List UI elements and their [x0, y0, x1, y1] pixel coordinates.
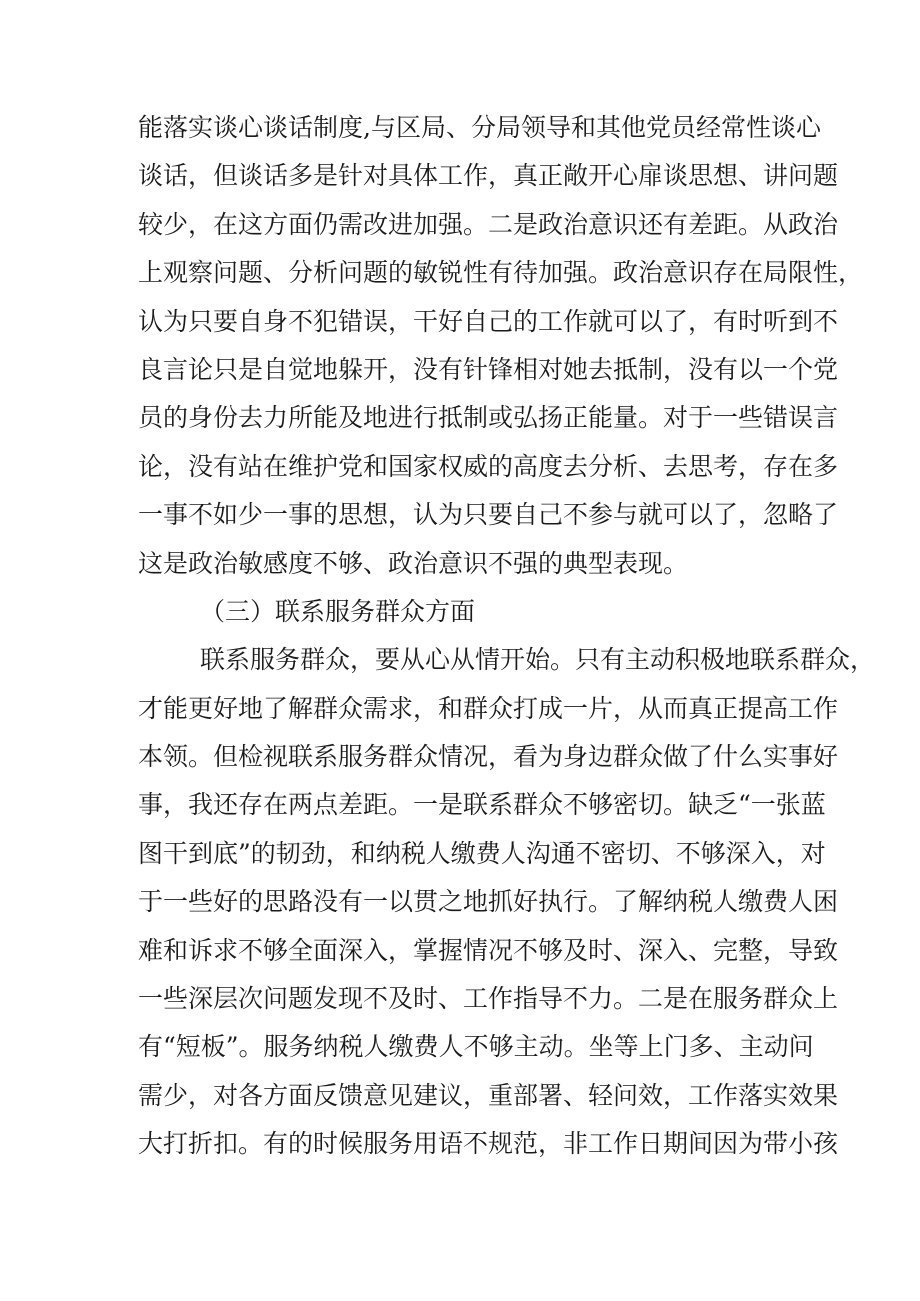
- paragraph-line: 较少，在这方面仍需改进加强。二是政治意识还有差距。从政治: [138, 209, 839, 239]
- paragraph-line: 论，没有站在维护党和国家权威的高度去分析、去思考，存在多: [138, 451, 839, 481]
- paragraph-line: 认为只要自身不犯错误，干好自己的工作就可以了，有时听到不: [138, 306, 839, 336]
- paragraph-line: 一些深层次问题发现不及时、工作指导不力。二是在服务群众上: [138, 984, 839, 1014]
- paragraph-line: 本领。但检视联系服务群众情况，看为身边群众做了什么实事好: [138, 742, 839, 772]
- section-heading: （三）联系服务群众方面: [200, 596, 476, 626]
- paragraph-line: 良言论只是自觉地躲开，没有针锋相对她去抵制，没有以一个党: [138, 354, 839, 384]
- paragraph-line: 才能更好地了解群众需求，和群众打成一片，从而真正提高工作: [138, 693, 839, 723]
- paragraph-line: 事，我还存在两点差距。一是联系群众不够密切。缺乏“一张蓝: [138, 790, 826, 820]
- paragraph-line: 需少，对各方面反馈意见建议，重部署、轻问效，工作落实效果: [138, 1080, 839, 1110]
- document-body: [138, 104, 876, 1169]
- paragraph-line: 有“短板”。服务纳税人缴费人不够主动。坐等上门多、主动问: [138, 1032, 814, 1062]
- paragraph-line: 于一些好的思路没有一以贯之地抓好执行。了解纳税人缴费人困: [138, 887, 839, 917]
- paragraph-line: 这是政治敏感度不够、政治意识不强的典型表现。: [138, 548, 689, 578]
- paragraph-line: 员的身份去力所能及地进行抵制或弘扬正能量。对于一些错误言: [138, 403, 839, 433]
- paragraph-line: 上观察问题、分析问题的敏锐性有待加强。政治意识存在局限性，: [138, 258, 864, 288]
- paragraph-line: 图干到底”的韧劲，和纳税人缴费人沟通不密切、不够深入，对: [138, 838, 826, 868]
- paragraph-line: 难和诉求不够全面深入，掌握情况不够及时、深入、完整，导致: [138, 935, 839, 965]
- paragraph-line: 一事不如少一事的思想，认为只要自己不参与就可以了，忽略了: [138, 500, 839, 530]
- paragraph-line: 能落实谈心谈话制度,与区局、分局领导和其他党员经常性谈心: [138, 113, 821, 142]
- paragraph-line: 联系服务群众，要从心从情开始。只有主动积极地联系群众，: [200, 645, 876, 675]
- paragraph-line: 谈话，但谈话多是针对具体工作，真正敞开心扉谈思想、讲问题: [138, 161, 839, 191]
- paragraph-line: 大打折扣。有的时候服务用语不规范，非工作日期间因为带小孩: [138, 1129, 839, 1159]
